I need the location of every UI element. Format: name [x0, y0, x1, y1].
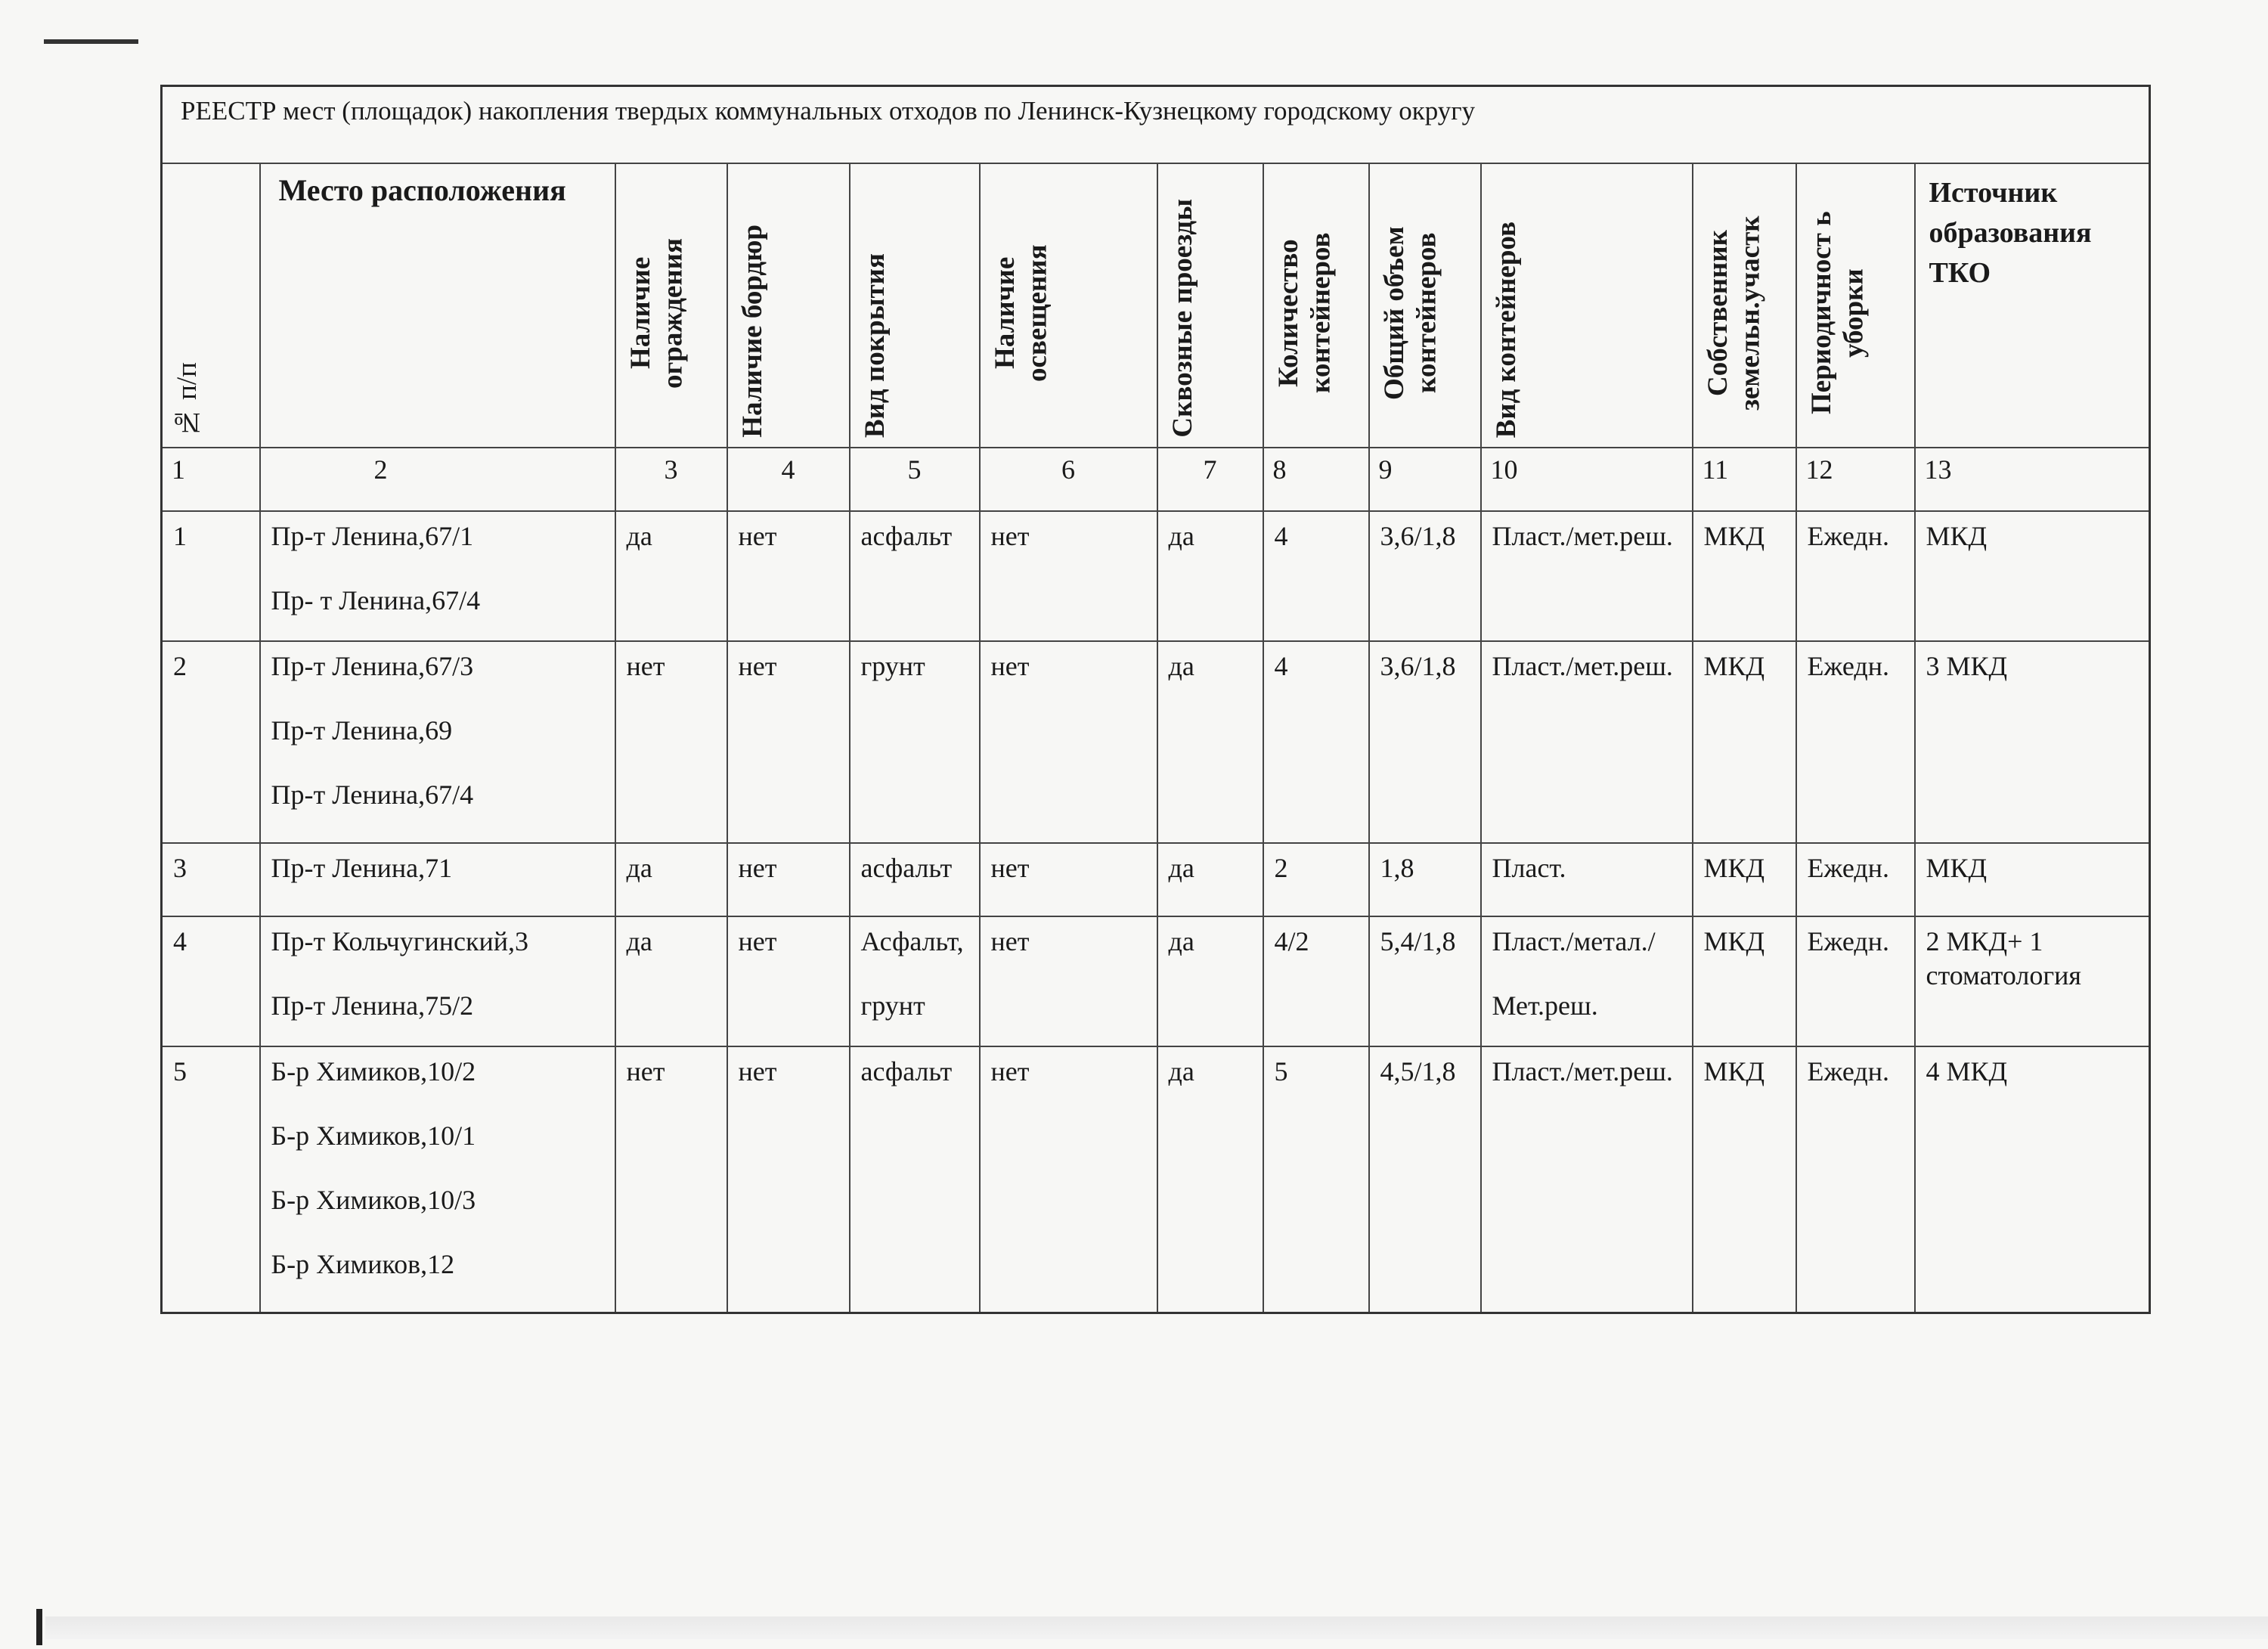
- row-number: 1: [162, 511, 260, 641]
- scan-edge-band: [45, 1616, 2268, 1639]
- volume-cell: 3,6/1,8: [1369, 641, 1481, 843]
- period-cell: Ежедн.: [1796, 511, 1915, 641]
- curb-cell: нет: [727, 511, 850, 641]
- table-row: [162, 916, 2150, 1046]
- container-type-line: Мет.реш.: [1492, 990, 1598, 1021]
- column-number: 12: [1796, 448, 1915, 511]
- address: Пр-т Ленина,75/2: [271, 990, 474, 1021]
- column-number: 8: [1263, 448, 1369, 511]
- row-number: 3: [162, 843, 260, 916]
- source-cell: МКД: [1915, 511, 2150, 641]
- table-row: [162, 511, 2150, 641]
- curb-cell: нет: [727, 843, 850, 916]
- registry-table: [160, 85, 2151, 1314]
- address: Пр- т Ленина,67/4: [271, 585, 481, 615]
- through-cell: да: [1157, 916, 1263, 1046]
- through-cell: да: [1157, 843, 1263, 916]
- curb-cell: нет: [727, 916, 850, 1046]
- header-num: № п/п: [162, 163, 260, 448]
- owner-cell: МКД: [1693, 511, 1796, 641]
- period-cell: Ежедн.: [1796, 916, 1915, 1046]
- column-number: 7: [1157, 448, 1263, 511]
- column-number: 9: [1369, 448, 1481, 511]
- document-page: [160, 85, 2149, 1314]
- column-number: 10: [1481, 448, 1693, 511]
- fence-cell: да: [615, 511, 727, 641]
- column-number: 2: [260, 448, 615, 511]
- period-cell: Ежедн.: [1796, 843, 1915, 916]
- owner-cell: МКД: [1693, 916, 1796, 1046]
- address: Пр-т Ленина,67/3: [271, 651, 474, 681]
- column-number: 11: [1693, 448, 1796, 511]
- table-row: [162, 641, 2150, 843]
- header-through: Сквозные проезды: [1157, 163, 1263, 448]
- container-type-cell: Пласт./мет.реш.: [1481, 641, 1693, 843]
- header-fence: Наличие ограждения: [615, 163, 727, 448]
- volume-cell: 5,4/1,8: [1369, 916, 1481, 1046]
- period-cell: Ежедн.: [1796, 1046, 1915, 1313]
- count-cell: 4: [1263, 511, 1369, 641]
- source-cell: 2 МКД+ 1 стоматология: [1915, 916, 2150, 1046]
- count-cell: 4: [1263, 641, 1369, 843]
- count-cell: 2: [1263, 843, 1369, 916]
- lighting-cell: нет: [980, 641, 1157, 843]
- place-cell: [260, 916, 615, 1046]
- surface-cell: асфальт: [850, 843, 980, 916]
- place-cell: [260, 641, 615, 843]
- container-type-line: Пласт./метал./: [1492, 926, 1656, 956]
- container-type-cell: [1481, 916, 1693, 1046]
- through-cell: да: [1157, 511, 1263, 641]
- count-cell: 5: [1263, 1046, 1369, 1313]
- lighting-cell: нет: [980, 1046, 1157, 1313]
- owner-cell: МКД: [1693, 641, 1796, 843]
- surface-line: грунт: [860, 990, 925, 1021]
- row-number: 2: [162, 641, 260, 843]
- count-cell: 4/2: [1263, 916, 1369, 1046]
- row-number: 4: [162, 916, 260, 1046]
- header-count: Количество контейнеров: [1263, 163, 1369, 448]
- fence-cell: да: [615, 843, 727, 916]
- row-number: 5: [162, 1046, 260, 1313]
- through-cell: да: [1157, 1046, 1263, 1313]
- column-number: 13: [1915, 448, 2150, 511]
- volume-cell: 3,6/1,8: [1369, 511, 1481, 641]
- curb-cell: нет: [727, 641, 850, 843]
- header-place: Место расположения: [260, 163, 615, 448]
- surface-cell: асфальт: [850, 511, 980, 641]
- place-cell: [260, 843, 615, 916]
- through-cell: да: [1157, 641, 1263, 843]
- container-type-cell: Пласт./мет.реш.: [1481, 511, 1693, 641]
- table-row: [162, 1046, 2150, 1313]
- scan-mark: [36, 1609, 42, 1645]
- address: Пр-т Кольчугинский,3: [271, 926, 529, 956]
- column-number: 4: [727, 448, 850, 511]
- column-number: 5: [850, 448, 980, 511]
- source-cell: 3 МКД: [1915, 641, 2150, 843]
- volume-cell: 4,5/1,8: [1369, 1046, 1481, 1313]
- column-number-row: [162, 448, 2150, 511]
- container-type-cell: Пласт.: [1481, 843, 1693, 916]
- fence-cell: да: [615, 916, 727, 1046]
- address: Пр-т Ленина,71: [271, 853, 453, 883]
- surface-cell: асфальт: [850, 1046, 980, 1313]
- address: Б-р Химиков,10/1: [271, 1121, 476, 1151]
- fence-cell: нет: [615, 1046, 727, 1313]
- place-cell: [260, 1046, 615, 1313]
- table-row: [162, 843, 2150, 916]
- owner-cell: МКД: [1693, 843, 1796, 916]
- address: Пр-т Ленина,67/4: [271, 780, 474, 810]
- header-type: Вид контейнеров: [1481, 163, 1693, 448]
- address: Пр-т Ленина,69: [271, 715, 453, 745]
- period-cell: Ежедн.: [1796, 641, 1915, 843]
- header-owner: Собственник земельн.участк: [1693, 163, 1796, 448]
- owner-cell: МКД: [1693, 1046, 1796, 1313]
- lighting-cell: нет: [980, 511, 1157, 641]
- volume-cell: 1,8: [1369, 843, 1481, 916]
- surface-cell: грунт: [850, 641, 980, 843]
- source-cell: 4 МКД: [1915, 1046, 2150, 1313]
- address: Пр-т Ленина,67/1: [271, 521, 474, 551]
- header-curb: Наличие бордюр: [727, 163, 850, 448]
- registry-title: РЕЕСТР мест (площадок) накопления твердых коммунальных отходов по Ленинск-Кузнецкому городскому округу: [162, 86, 2150, 164]
- source-cell: МКД: [1915, 843, 2150, 916]
- header-volume: Общий объем контейнеров: [1369, 163, 1481, 448]
- address: Б-р Химиков,12: [271, 1249, 455, 1279]
- address: Б-р Химиков,10/3: [271, 1185, 476, 1215]
- address: Б-р Химиков,10/2: [271, 1056, 476, 1086]
- container-type-cell: Пласт./мет.реш.: [1481, 1046, 1693, 1313]
- place-cell: [260, 511, 615, 641]
- column-number: 1: [162, 448, 260, 511]
- curb-cell: нет: [727, 1046, 850, 1313]
- column-number: 6: [980, 448, 1157, 511]
- fence-cell: нет: [615, 641, 727, 843]
- lighting-cell: нет: [980, 916, 1157, 1046]
- header-surface: Вид покрытия: [850, 163, 980, 448]
- surface-cell: [850, 916, 980, 1046]
- header-source: Источник образования ТКО: [1915, 163, 2150, 448]
- scan-mark: [44, 39, 138, 44]
- surface-line: Асфальт,: [860, 926, 964, 956]
- column-number: 3: [615, 448, 727, 511]
- lighting-cell: нет: [980, 843, 1157, 916]
- header-lighting: Наличие освещения: [980, 163, 1157, 448]
- header-period: Периодичност ь уборки: [1796, 163, 1915, 448]
